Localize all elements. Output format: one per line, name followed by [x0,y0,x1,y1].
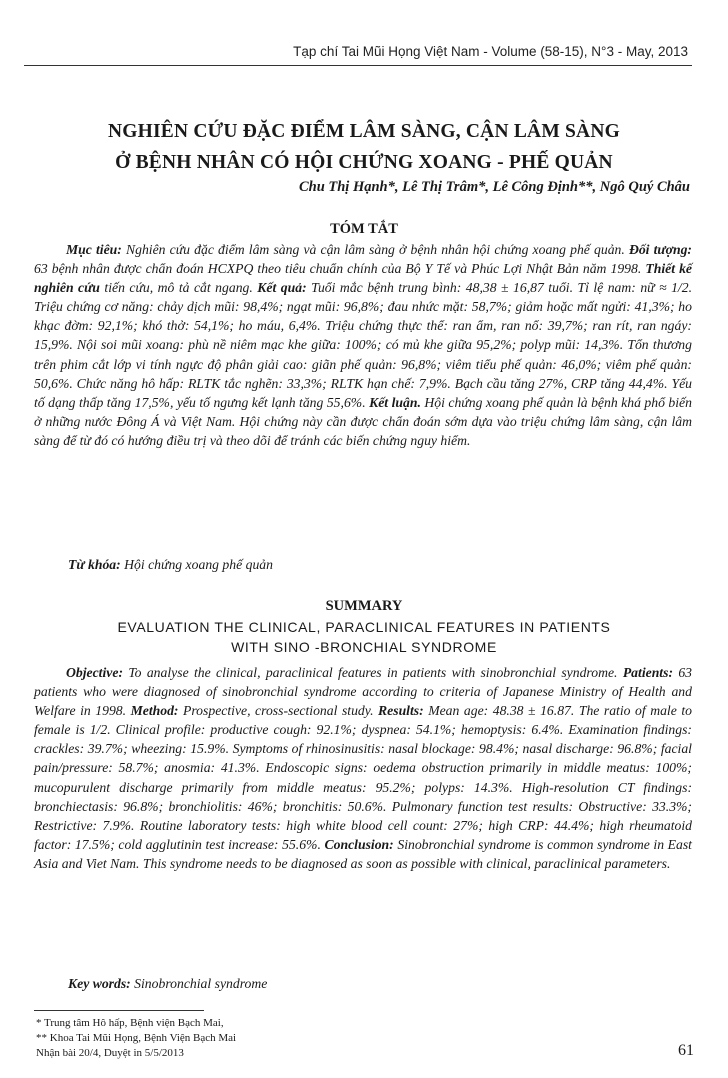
en-abstract-body [34,663,692,873]
english-title-line-1: EVALUATION THE CLINICAL, PARACLINICAL FEATURES IN PATIENTS [117,619,611,635]
title-line-2: Ở BỆNH NHÂN CÓ HỘI CHỨNG XOANG - PHẾ QUẢN [115,152,613,173]
footnote-affiliation-2: ** Khoa Tai Mũi Họng, Bệnh Viện Bạch Mai [36,1032,237,1044]
vn-results-label: Kết quả: [257,280,307,296]
vn-keywords-label: Từ khóa: [68,557,121,572]
vn-objective-label: Mục tiêu: [66,242,122,257]
vn-keywords-text: Hội chứng xoang phế quản [120,557,273,572]
page-number: 61 [678,1042,694,1059]
en-abstract-paragraph [34,663,692,873]
en-method-label: Method: [130,703,179,719]
english-title [40,617,688,657]
vn-abstract-heading: TÓM TẮT [330,221,398,237]
en-results-label: Results: [378,703,424,719]
en-objective-label: Objective: [66,665,123,680]
en-patients-text: 63 patients who were diagnosed of sinobronchial syndrome according to criteria of Japanese Ministry of Health and Welfare in 1998. [34,665,693,719]
vn-conclusion-label: Kết luận. [369,394,421,410]
author-list: Chu Thị Hạnh*, Lê Thị Trâm*, Lê Công Định**, Ngô Quý Châu [298,179,690,195]
footnote-affiliation-1: * Trung tâm Hô hấp, Bệnh viện Bạch Mai, [36,1017,224,1029]
en-results-text: Mean age: 48.38 ± 16.87. The ratio of male to female is 1/2. Clinical profile: productive cough: 92.1%; dyspnea: 54.1%; hemoptysis: 6.4%. Examination findings: crackles: 39.7%; wheezing: 15.9%. Symptoms of rhinosinusitis: nasal blockage: 98.4%; nasal discharge: 96.8%; facial pain/pressure: 58.7%; anosmia: 41.3%. Endoscopic signs: oedema obstruction primarily in middle meatus: 100%; mucopurulent discharge primarily from middle meatus: 95.2%; polyps: 14.3%. High-resolution CT findings: bronchiectasis: 96.8%; bronchiolitis: 46%; bronchitis: 50.6%. Pulmonary function test results: Obstructive: 33.3%; Restrictive: 7.9%. Routine laboratory tests: high white blood cell count: 27%; high CRP: 44.4%; high rheumatoid factor: 17.5%; cold agglutinin test increase: 55.6%. [34,703,692,852]
vn-results-text: Tuổi mắc bệnh trung bình: 48,38 ± 16,87 tuổi. Tỉ lệ nam: nữ ≈ 1/2. Triệu chứng cơ năng: chảy dịch mũi: 98,4%; ngạt mũi: 96,8%; đau nhức mặt: 58,7%; giảm hoặc mất ngửi: 41,3%; ho khạc đờm: 92,1%; khó thở: 54,1%; ho máu, 6,4%. Triệu chứng thực thể: ran ẩm, ran nổ: 39,7%; ran rít, ran ngáy: 15,9%. Nội soi mũi xoang: phù nề niêm mạc khe giữa: 100%; có mủ khe giữa 95,2%; polyp mũi: 14,3%. Tổn thương trên phim cắt lớp vi tính ngực độ phân giải cao: giãn phế quản: 96,8%; viêm tiểu phế quản: 46,0%; viêm phế quản: 50,6%. Chức năng hô hấp: RLTK tắc nghẽn: 33,3%; RLTK hạn chế: 7,9%. Bạch cầu tăng 27%, CRP tăng 44,4%. Yếu tố dạng thấp tăng 17,5%, yếu tố ngưng kết lạnh tăng 55,6%. [34,280,692,410]
vn-objective-text: Nghiên cứu đặc điểm lâm sàng và cận lâm sàng ở bệnh nhân hội chứng xoang phế quản. [121,242,629,257]
journal-header: Tạp chí Tai Mũi Họng Việt Nam - Volume (58-15), N°3 - May, 2013 [293,44,688,59]
vn-design-text: tiến cứu, mô tả cắt ngang. [99,280,258,296]
en-conclusion-text: Sinobronchial syndrome is common syndrome in East Asia and Viet Nam. This syndrome needs to be diagnosed as soon as possible with clinical, paraclinical parameters. [34,836,692,871]
en-keywords-label: Key words: [68,976,131,991]
vn-conclusion-text: Hội chứng xoang phế quản là bệnh khá phổ biến ở những nước Đông Á và Việt Nam. Hội chứng này cần được chẩn đoán sớm dựa vào triệu chứng lâm sàng, cận lâm sàng để từ đó có hướng điều trị và theo dõi để tránh các biến chứng nguy hiểm. [34,394,692,448]
english-title-line-2: WITH SINO -BRONCHIAL SYNDROME [231,639,497,655]
vn-subjects-label: Đối tượng: [628,242,692,257]
footnotes [36,1016,236,1061]
article-title [0,116,728,178]
en-conclusion-label: Conclusion: [324,836,394,852]
en-patients-label: Patients: [622,665,673,680]
en-objective-text: To analyse the clinical, paraclinical features in patients with sinobronchial syndrome. [123,665,623,680]
footnote-divider [34,1010,204,1011]
vn-design-label: Thiết kế nghiên cứu [34,261,692,296]
vn-subjects-text: 63 bệnh nhân được chẩn đoán HCXPQ theo tiêu chuẩn chính của Bộ Y Tế và Phúc Lợi Nhật Bản năm 1998. [34,261,646,277]
vn-keywords [68,557,273,573]
en-keywords [68,976,267,992]
title-line-1: NGHIÊN CỨU ĐẶC ĐIỂM LÂM SÀNG, CẬN LÂM SÀNG [108,121,620,142]
vn-abstract-paragraph [34,240,692,450]
vn-abstract-body [34,240,692,450]
en-abstract-heading: SUMMARY [325,598,403,614]
en-keywords-text: Sinobronchial syndrome [130,976,268,991]
footnote-received-date: Nhận bài 20/4, Duyệt in 5/5/2013 [36,1047,184,1059]
header-divider [24,65,692,66]
en-method-text: Prospective, cross-sectional study. [178,703,379,719]
